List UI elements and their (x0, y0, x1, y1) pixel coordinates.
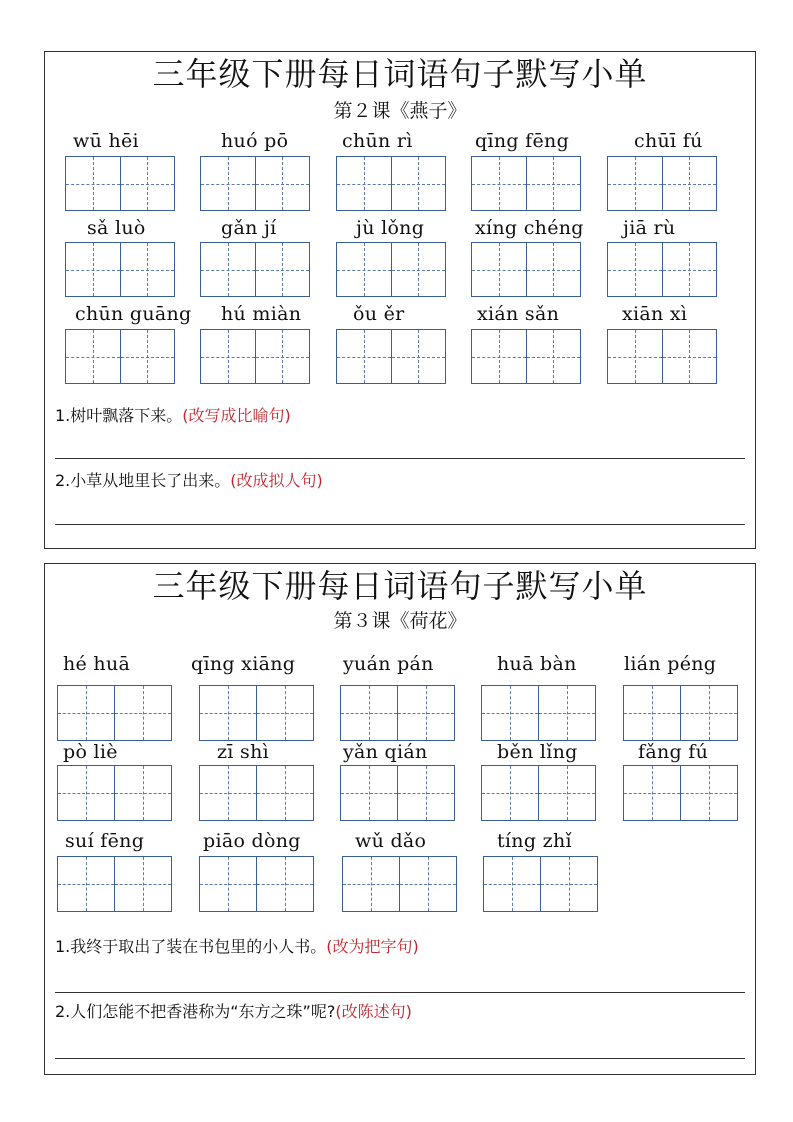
worksheet-title: 三年级下册每日词语句子默写小单 (152, 567, 648, 605)
sentence-instruction: (改陈述句) (335, 1002, 412, 1021)
sentence-prompt (55, 406, 291, 426)
pinyin-label: huó pō (221, 130, 289, 152)
pinyin-label: jiā rù (623, 217, 676, 239)
writing-box[interactable] (336, 329, 446, 384)
pinyin-label: pò liè (63, 741, 118, 763)
writing-box[interactable] (65, 242, 175, 297)
pinyin-label: běn lǐng (497, 741, 578, 763)
pinyin-label: tíng zhǐ (497, 830, 572, 852)
writing-box[interactable] (65, 156, 175, 211)
writing-box[interactable] (342, 856, 457, 912)
sentence-text: 2.小草从地里长了出来。 (55, 471, 231, 490)
pinyin-label: qīng fēng (475, 130, 570, 152)
sentence-prompt (55, 937, 419, 957)
answer-line[interactable] (55, 458, 745, 459)
pinyin-label: xíng chéng (475, 217, 584, 239)
writing-box[interactable] (57, 685, 172, 741)
lesson-subtitle: 第２课《燕子》 (333, 100, 467, 122)
writing-box[interactable] (483, 856, 598, 912)
writing-box[interactable] (200, 242, 310, 297)
pinyin-label: jù lǒng (356, 217, 425, 239)
sentence-text: 2.人们怎能不把香港称为“东方之珠”呢? (55, 1002, 336, 1021)
sentence-instruction: (改为把字句) (326, 937, 419, 956)
pinyin-label: wū hēi (73, 130, 139, 152)
pinyin-label: zī shì (217, 741, 269, 763)
writing-box[interactable] (340, 685, 455, 741)
pinyin-label: yuán pán (343, 653, 434, 675)
writing-box[interactable] (200, 156, 310, 211)
writing-box[interactable] (481, 685, 596, 741)
pinyin-label: huā bàn (497, 653, 577, 675)
pinyin-label: ǒu ěr (353, 303, 405, 325)
pinyin-label: chūī fú (634, 130, 703, 152)
pinyin-label: xián sǎn (477, 303, 560, 325)
writing-box[interactable] (607, 329, 717, 384)
pinyin-label: qīng xiāng (191, 653, 296, 675)
writing-box[interactable] (65, 329, 175, 384)
pinyin-label: xiān xì (622, 303, 688, 325)
pinyin-label: hú miàn (221, 303, 302, 325)
worksheet-title: 三年级下册每日词语句子默写小单 (152, 55, 648, 93)
writing-box[interactable] (336, 242, 446, 297)
sentence-text: 1.我终于取出了装在书包里的小人书。 (55, 937, 327, 956)
lesson-subtitle: 第３课《荷花》 (333, 610, 467, 632)
pinyin-label: sǎ luò (87, 217, 146, 239)
sentence-text: 1.树叶飘落下来。 (55, 406, 183, 425)
writing-box[interactable] (199, 856, 314, 912)
pinyin-label: gǎn jí (221, 217, 277, 239)
pinyin-label: chūn guāng (75, 303, 192, 325)
sentence-prompt (55, 1002, 412, 1022)
pinyin-label: fǎng fú (638, 741, 709, 763)
answer-line[interactable] (55, 992, 745, 993)
answer-line[interactable] (55, 1058, 745, 1059)
answer-line[interactable] (55, 524, 745, 525)
writing-box[interactable] (607, 156, 717, 211)
sentence-instruction: (改写成比喻句) (182, 406, 291, 425)
sentence-instruction: (改成拟人句) (230, 471, 323, 490)
sentence-prompt (55, 471, 323, 491)
writing-box[interactable] (481, 765, 596, 821)
pinyin-label: yǎn qián (343, 741, 428, 763)
pinyin-label: chūn rì (342, 130, 413, 152)
writing-box[interactable] (471, 329, 581, 384)
writing-box[interactable] (57, 765, 172, 821)
writing-box[interactable] (199, 685, 314, 741)
writing-box[interactable] (607, 242, 717, 297)
writing-box[interactable] (471, 156, 581, 211)
writing-box[interactable] (57, 856, 172, 912)
pinyin-label: piāo dòng (203, 830, 301, 852)
pinyin-label: suí fēng (65, 830, 145, 852)
writing-box[interactable] (340, 765, 455, 821)
writing-box[interactable] (199, 765, 314, 821)
pinyin-label: lián péng (624, 653, 717, 675)
writing-box[interactable] (336, 156, 446, 211)
writing-box[interactable] (623, 765, 738, 821)
pinyin-label: hé huā (63, 653, 131, 675)
writing-box[interactable] (200, 329, 310, 384)
lesson-card-2 (44, 51, 756, 549)
writing-box[interactable] (623, 685, 738, 741)
pinyin-label: wǔ dǎo (355, 830, 427, 852)
lesson-card-3 (44, 563, 756, 1075)
writing-box[interactable] (471, 242, 581, 297)
